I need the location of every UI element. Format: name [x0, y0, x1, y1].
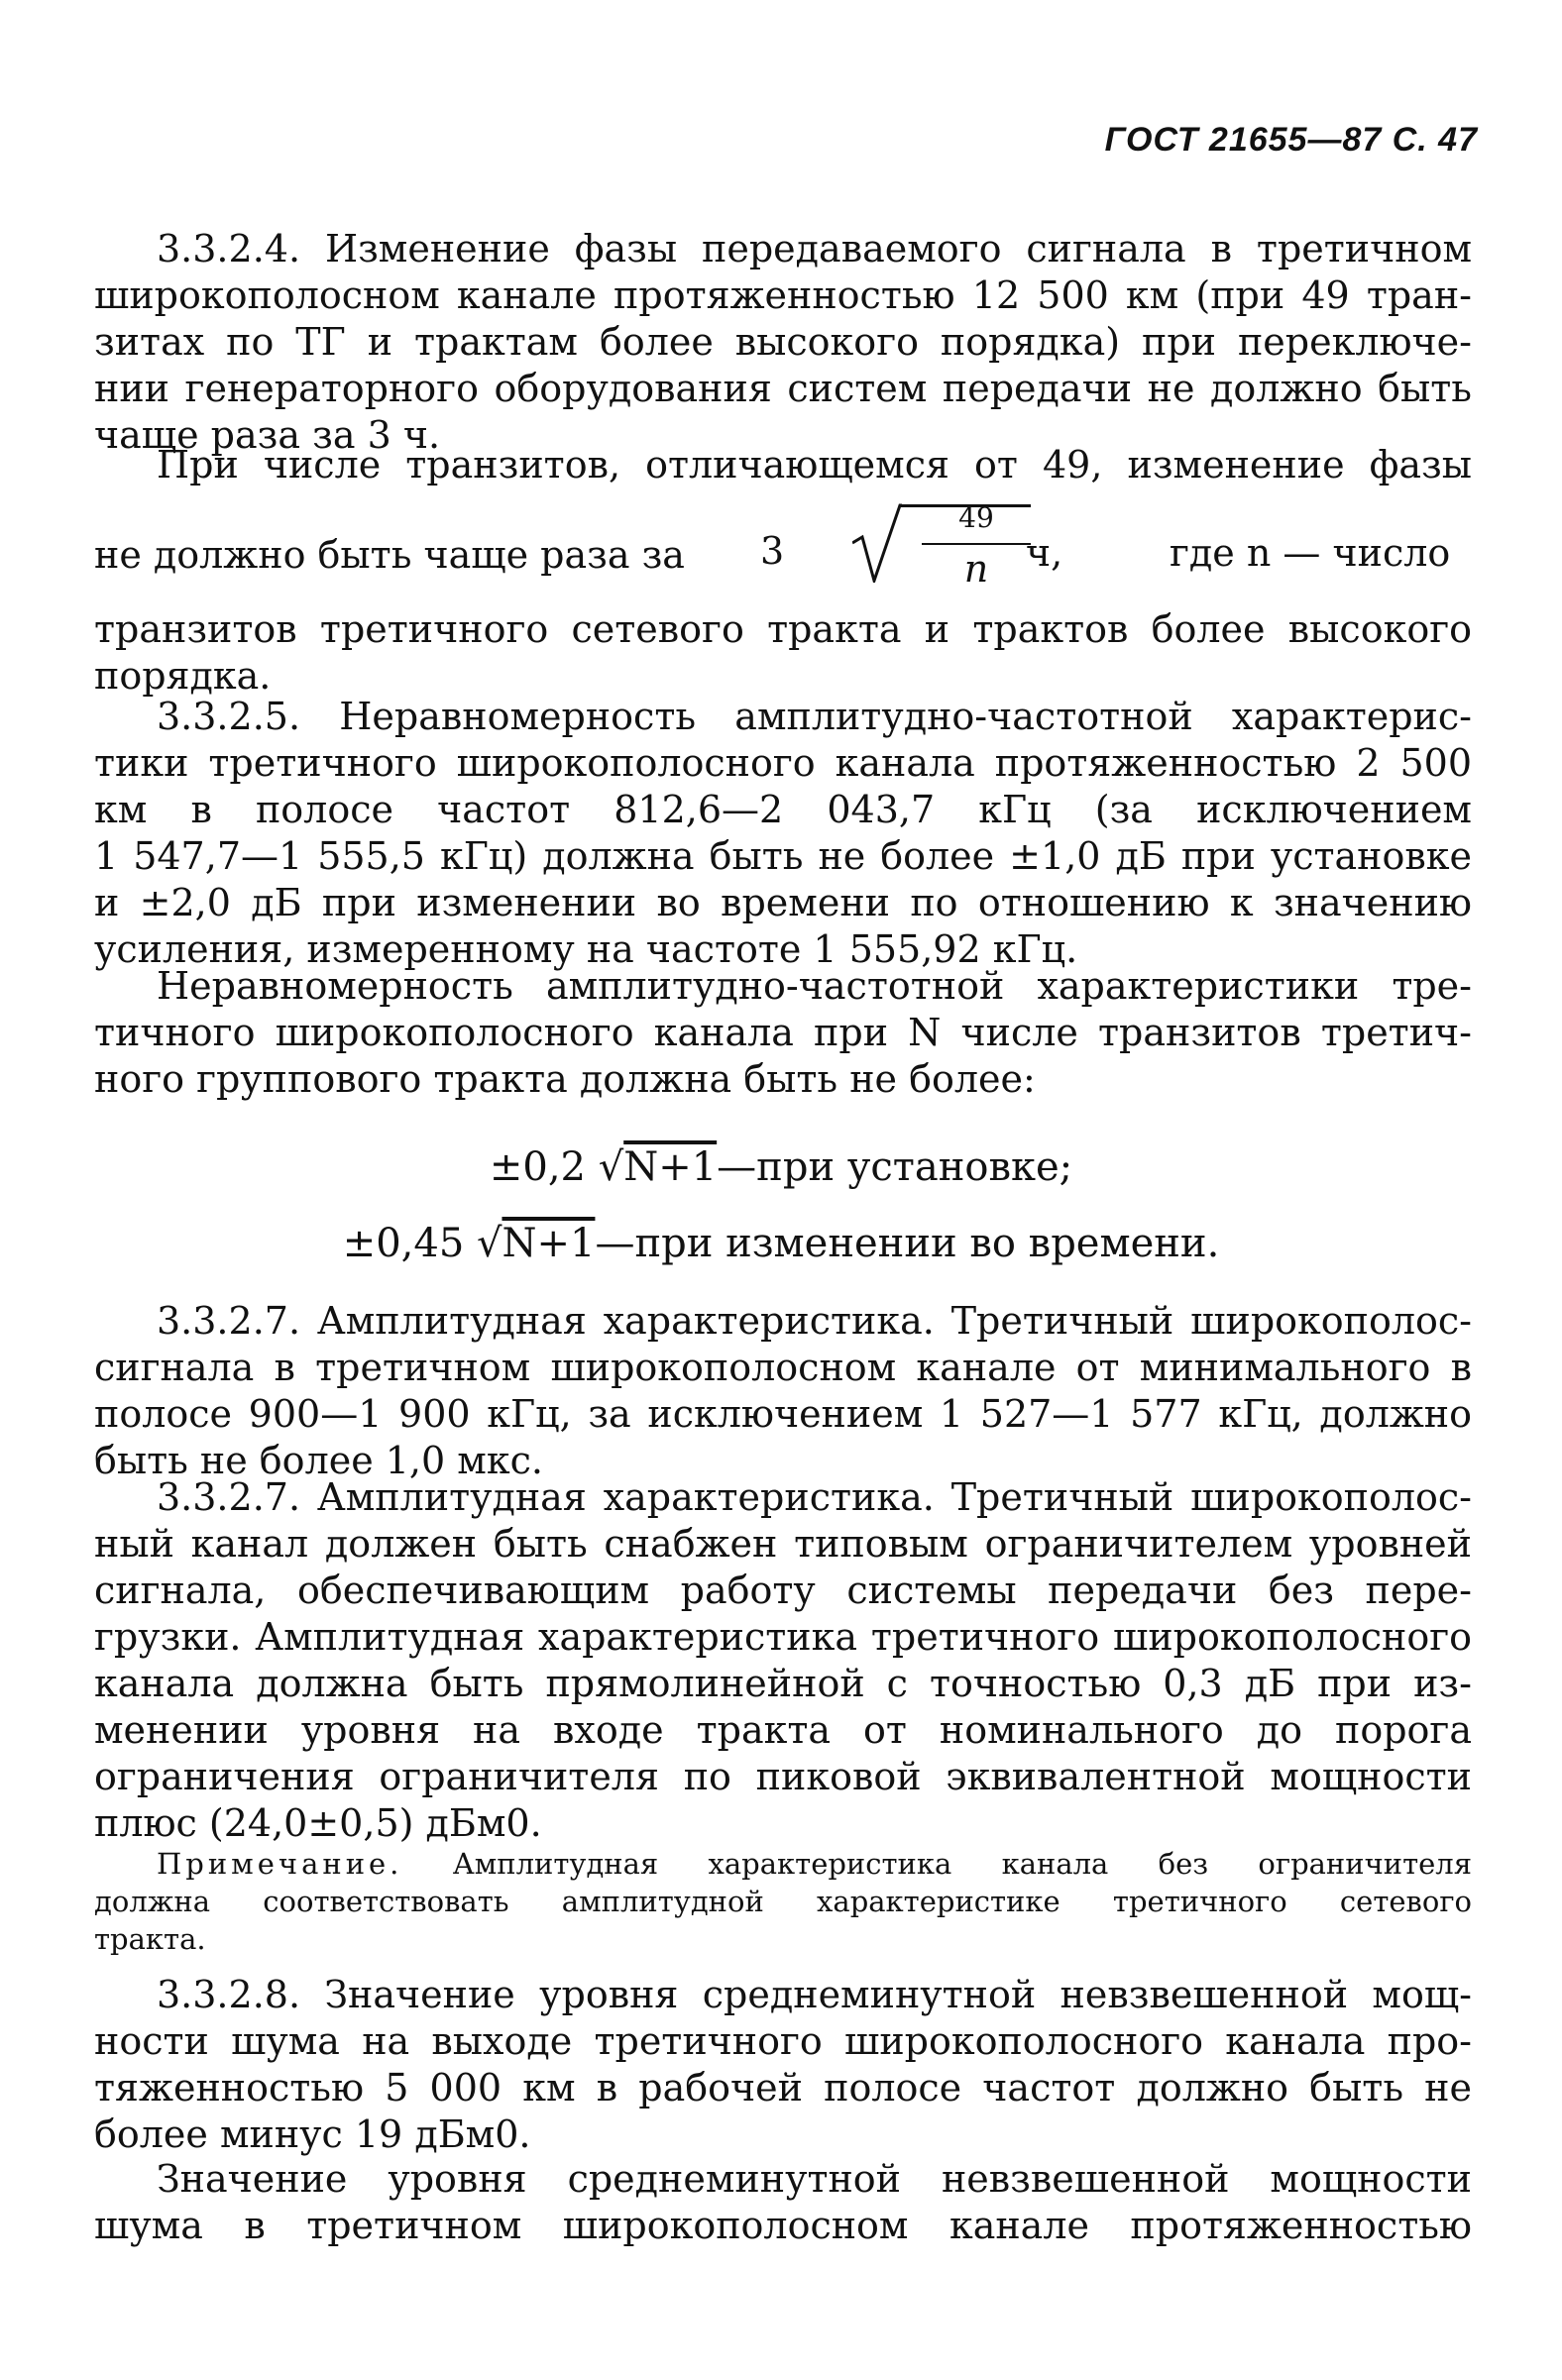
- text-line: широкополосном канале протяженностью 12 500 км (при 49 тран-: [94, 273, 1472, 317]
- text-line: км в полосе частот 812,6—2 043,7 кГц (за исключением: [94, 788, 1472, 831]
- fraction-numerator: 49: [958, 501, 994, 534]
- text-line: плюс (24,0±0,5) дБм0.: [94, 1801, 542, 1845]
- text-line: ный канал должен быть снабжен типовым ограничителем уровней: [94, 1522, 1472, 1566]
- text-line: более минус 19 дБм0.: [94, 2112, 531, 2156]
- fraction-bar: [922, 543, 1031, 545]
- text-line: тяженностью 5 000 км в рабочей полосе частот должно быть не: [94, 2066, 1472, 2110]
- text-line: тракта.: [94, 1922, 206, 1956]
- text-line: 3.3.2.8. Значение уровня среднеминутной невзвешенной мощ-: [157, 1973, 1472, 2016]
- text-line: Неравномерность амплитудно-частотной характеристики тре-: [157, 964, 1472, 1008]
- text-line: чаще раза за 3 ч.: [94, 413, 441, 457]
- text-line: [94, 1845, 1472, 1883]
- text-line: шума в третичном широкополосном канале протяженностью: [94, 2204, 1472, 2247]
- formula-pre: ±0,45 √: [342, 1221, 502, 1266]
- text-line: нии генераторного оборудования систем передачи не должно быть: [94, 367, 1472, 410]
- fraction-denominator: n: [963, 547, 989, 591]
- formula-suffix: где n — число: [1170, 531, 1451, 575]
- text-line: канала должна быть прямолинейной с точностью 0,3 дБ при из-: [94, 1662, 1472, 1705]
- formula-radicand: N+1: [502, 1221, 596, 1266]
- text-line: ограничения ограничителя по пиковой эквивалентной мощности: [94, 1755, 1472, 1798]
- text-line: порядка.: [94, 654, 272, 698]
- text-line: полосе 900—1 900 кГц, за исключением 1 527—1 577 кГц, должно: [94, 1392, 1472, 1436]
- text-line: тики третичного широкополосного канала протяженностью 2 500: [94, 741, 1472, 785]
- radical-sign: [852, 503, 902, 583]
- text-line: ного группового тракта должна быть не более:: [94, 1057, 1036, 1101]
- text-line: 3.3.2.7. Амплитудная характеристика. Третичный широкополос-: [157, 1475, 1472, 1519]
- text-line: менении уровня на входе тракта от номинального до порога: [94, 1708, 1472, 1752]
- text-line: тичного широкополосного канала при N числе транзитов третич-: [94, 1011, 1472, 1054]
- text-line: усиления, измеренному на частоте 1 555,92 кГц.: [94, 927, 1078, 971]
- text-line: 3.3.2.5. Неравномерность амплитудно-частотной характерис-: [157, 695, 1472, 738]
- paragraph-3-3-2-8: [94, 1972, 1472, 2158]
- page-header: ГОСТ 21655—87 С. 47: [1104, 121, 1478, 159]
- root-formula-row: [94, 495, 1472, 591]
- paragraph-3-3-2-4: [94, 226, 1472, 459]
- paragraph-3-3-2-7-b: [94, 1474, 1472, 1847]
- text-line: 3.3.2.7. Амплитудная характеристика. Третичный широкополос-: [157, 1299, 1472, 1343]
- text-line: 1 547,7—1 555,5 кГц) должна быть не более ±1,0 дБ при установке: [94, 834, 1472, 878]
- paragraph-noise-level: [94, 2156, 1472, 2249]
- paragraph-3-3-2-5: [94, 694, 1472, 973]
- paragraph-transits: [94, 442, 1472, 488]
- text-line: Значение уровня среднеминутной невзвешенной мощности: [157, 2157, 1472, 2201]
- formula-post: —при изменении во времени.: [595, 1221, 1220, 1266]
- text-line: ности шума на выходе третичного широкополосного канала про-: [94, 2019, 1472, 2063]
- paragraph-3-3-2-7-a: [94, 1298, 1472, 1484]
- formula-prefix: не должно быть чаще раза за: [94, 533, 685, 577]
- text-line: транзитов третичного сетевого тракта и трактов более высокого: [94, 607, 1472, 651]
- text-line: грузки. Амплитудная характеристика третичного широкополосного: [94, 1615, 1472, 1659]
- text-line: При числе транзитов, отличающемся от 49, изменение фазы: [157, 443, 1472, 487]
- text-line: сигнала, обеспечивающим работу системы передачи без пере-: [94, 1569, 1472, 1612]
- note-text: Амплитудная характеристика канала без ограничителя: [452, 1847, 1473, 1881]
- formula-coefficient: 3: [760, 529, 785, 573]
- text-line: и ±2,0 дБ при изменении во времени по отношению к значению: [94, 881, 1472, 924]
- note-block: [94, 1845, 1472, 1958]
- text-line: сигнала в третичном широкополосном канале от минимального в: [94, 1346, 1472, 1389]
- formula-radicand: N+1: [623, 1144, 718, 1190]
- text-line: зитах по ТГ и трактам более высокого порядка) при переключе-: [94, 320, 1472, 364]
- text-line: 3.3.2.4. Изменение фазы передаваемого сигнала в третичном: [157, 227, 1472, 270]
- paragraph-nonuniformity: [94, 963, 1472, 1103]
- formula-pre: ±0,2 √: [489, 1144, 624, 1190]
- note-label: Примечание.: [157, 1847, 403, 1881]
- formula-unit: ч,: [1026, 531, 1063, 575]
- formula-installation: [0, 1144, 1562, 1190]
- formula-post: —при установке;: [717, 1144, 1073, 1190]
- paragraph-transits-cont: [94, 606, 1472, 700]
- text-line: должна соответствовать амплитудной характеристике третичного сетевого: [94, 1885, 1472, 1918]
- formula-time-variation: [0, 1221, 1562, 1266]
- text-line: быть не более 1,0 мкс.: [94, 1439, 543, 1482]
